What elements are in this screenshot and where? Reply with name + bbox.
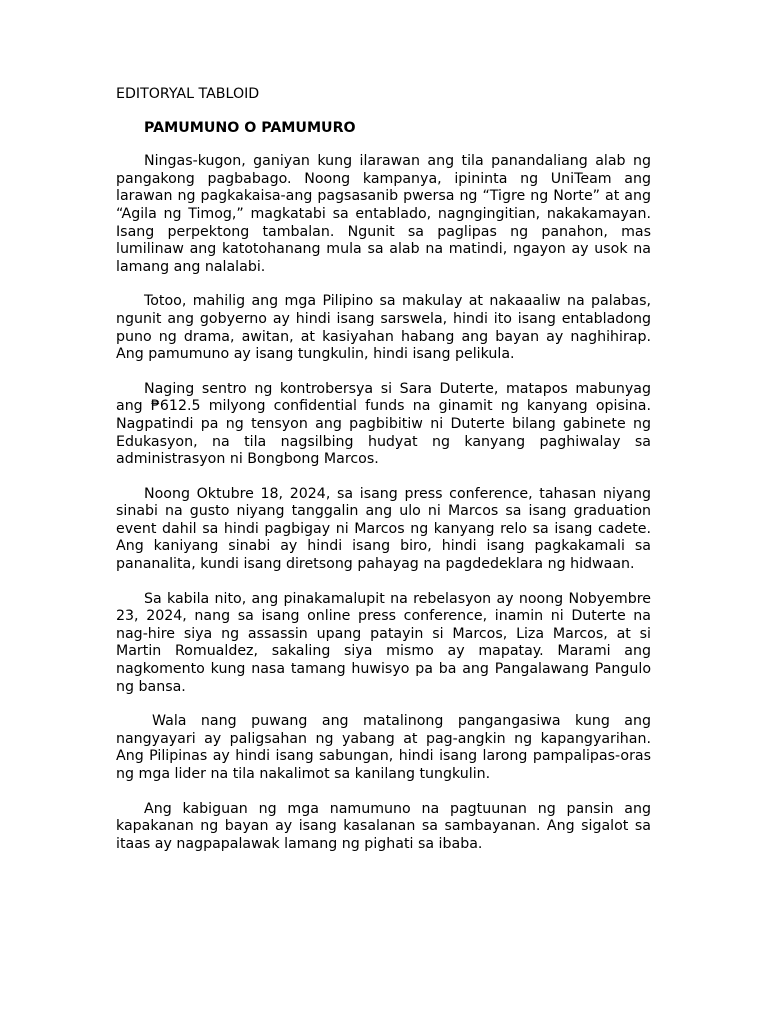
paragraph-6: Wala nang puwang ang matalinong pangangasiwa kung ang nangyayari ay paligsahan ng yabang at pag-angkin ng kapangyarihan. Ang Pilipinas ay hindi isang sabungan, hindi isang larong pampalipas-oras ng mga lider na tila nakalimot sa kanilang tungkulin. [116, 713, 651, 782]
document-page [116, 86, 651, 870]
paragraph-3: Naging sentro ng kontrobersya si Sara Duterte, matapos mabunyag ang ₱612.5 milyong confidential funds na ginamit ng kanyang opisina. Nagpatindi pa ng tensyon ang pagbibitiw ni Duterte bilang gabinete ng Edukasyon, na tila nagsilbing hudyat ng kanyang paghiwalay sa administrasyon ni Bongbong Marcos. [116, 380, 651, 468]
paragraph-7: Ang kabiguan ng mga namumuno na pagtuunan ng pansin ang kapakanan ng bayan ay isang kasalanan sa sambayanan. Ang sigalot sa itaas ay nagpapalawak lamang ng pighati sa ibaba. [116, 800, 651, 852]
editorial-title: PAMUMUNO O PAMUMURO [144, 119, 356, 136]
paragraph-5: Sa kabila nito, ang pinakamalupit na rebelasyon ay noong Nobyembre 23, 2024, nang sa isang online press conference, inamin ni Duterte na nag-hire siya ng assassin upang patayin si Marcos, Liza Marcos, at si Martin Romualdez, sakaling siya mismo ay mapatay. Marami ang nagkomento kung nasa tamang huwisyo pa ba ang Pangalawang Pangulo ng bansa. [116, 590, 651, 695]
document-label: EDITORYAL TABLOID [116, 86, 260, 102]
paragraph-2: Totoo, mahilig ang mga Pilipino sa makulay at nakaaaliw na palabas, ngunit ang gobyerno ay hindi isang sarswela, hindi ito isang entabladong puno ng drama, awitan, at kasiyahan habang ang bayan ay naghihirap. Ang pamumuno ay isang tungkulin, hindi isang pelikula. [116, 293, 651, 363]
paragraph-1: Ningas-kugon, ganiyan kung ilarawan ang tila panandaliang alab ng pangakong pagbabago. Noong kampanya, ipininta ng UniTeam ang larawan ng pagkakaisa-ang pagsasanib pwersa ng “Tigre ng Norte” at ang “Agila ng Timog,” magkatabi sa entablado, nagngingitian, nakakamayan. Isang perpektong tambalan. Ngunit sa paglipas ng panahon, mas lumilinaw ang katotohanang mula sa alab na matindi, ngayon ay usok na lamang ang nalalabi. [116, 153, 651, 275]
paragraph-4: Noong Oktubre 18, 2024, sa isang press conference, tahasan niyang sinabi na gusto niyang tanggalin ang ulo ni Marcos sa isang graduation event dahil sa hindi pagbigay ni Marcos ng kanyang relo sa isang cadete. Ang kaniyang sinabi ay hindi isang biro, hindi isang pagkakamali sa pananalita, kundi isang diretsong pahayag na pagdedeklara ng hidwaan. [116, 485, 651, 573]
